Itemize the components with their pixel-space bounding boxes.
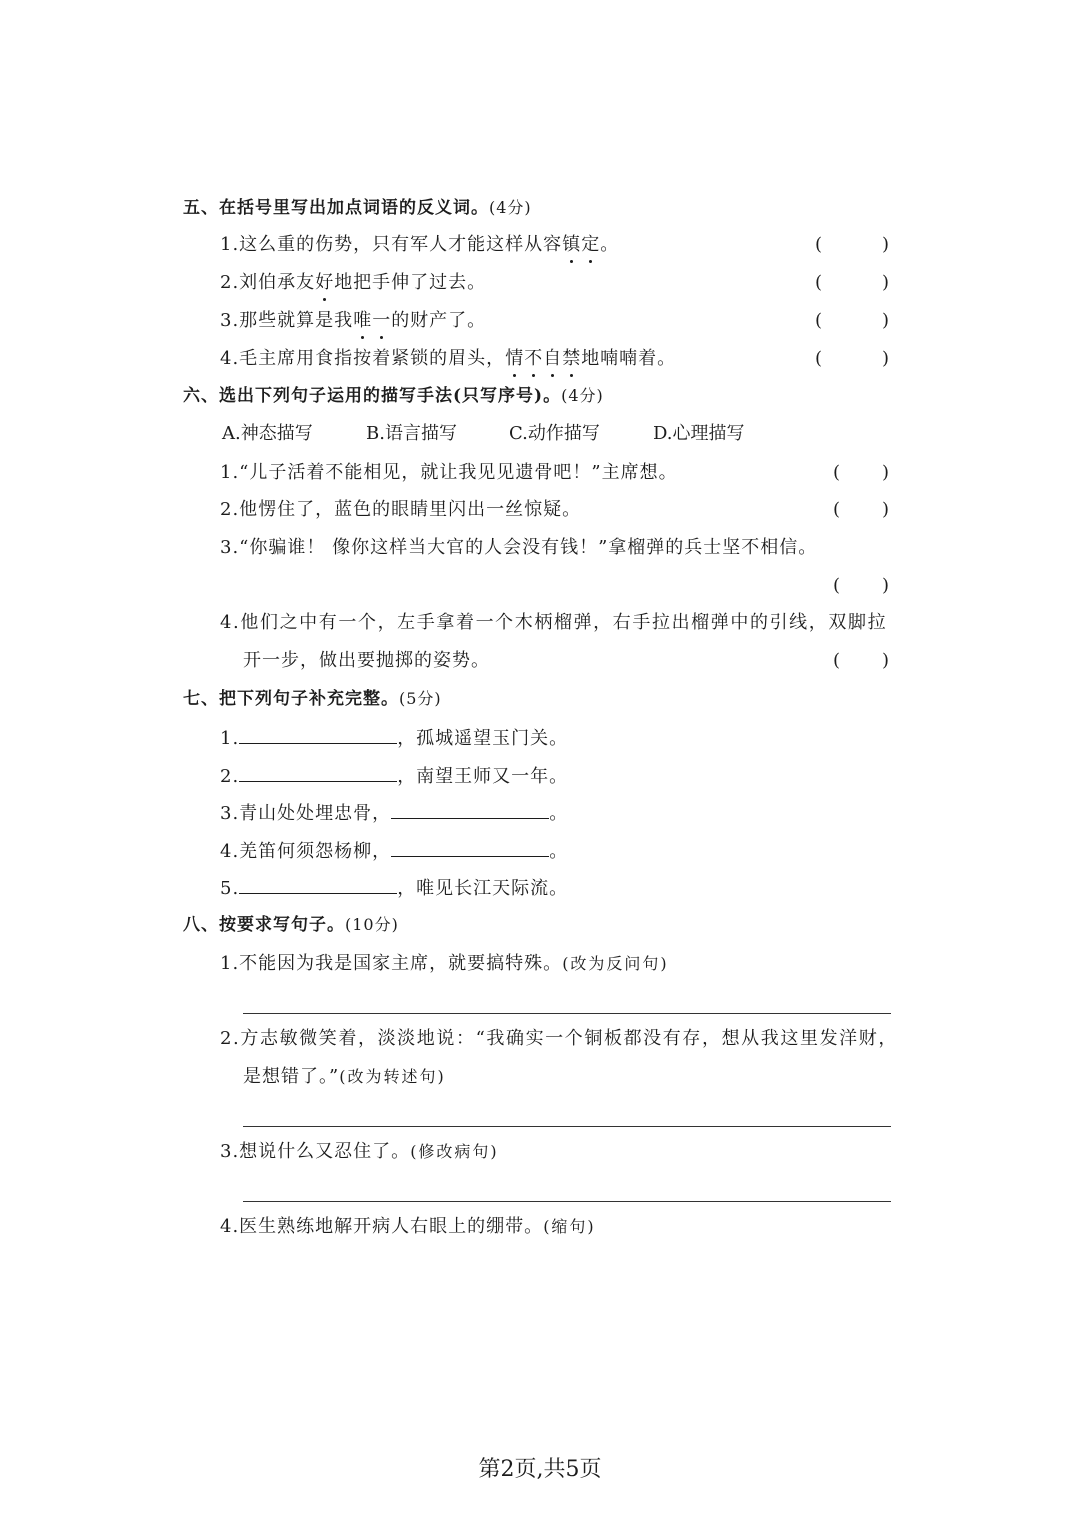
section-6-title: 六、选出下列句子运用的描写手法(只写序号)。 <box>183 386 562 406</box>
dotted-char: 定 <box>581 234 601 255</box>
paren-open: ( <box>815 234 823 255</box>
s5-q3-text: 3.那些就算是我 <box>220 310 354 331</box>
s7-question-3 <box>220 800 568 824</box>
dotted-char: 一 <box>372 310 392 331</box>
s8-q4-requirement: (缩句) <box>543 1217 596 1236</box>
paren-open: ( <box>833 499 841 520</box>
section-8-heading <box>183 913 399 937</box>
fill-blank[interactable] <box>391 800 549 819</box>
paren-open: ( <box>833 650 841 671</box>
answer-parens[interactable] <box>833 574 889 598</box>
paren-close: ) <box>881 499 889 520</box>
s6-options <box>222 422 745 446</box>
fill-blank[interactable] <box>391 838 549 857</box>
answer-parens[interactable] <box>815 309 889 333</box>
section-5-points: (4分) <box>489 198 532 217</box>
option-b: B.语言描写 <box>366 423 457 444</box>
s5-q3-end: 的财产了。 <box>391 310 487 331</box>
s7-q1-num: 1. <box>220 728 240 749</box>
paren-close: ) <box>881 234 889 255</box>
s6-question-4-cont: 开一步，做出要抛掷的姿势。 <box>243 650 490 671</box>
s7-q2-text: ，南望王师又一年。 <box>397 766 569 787</box>
section-8-points: (10分) <box>345 915 399 934</box>
dotted-char: 唯 <box>353 310 373 331</box>
s8-question-4 <box>220 1215 596 1239</box>
answer-parens[interactable] <box>833 649 889 673</box>
section-7-heading <box>183 687 442 711</box>
s6-question-4: 4.他们之中有一个，左手拿着一个木柄榴弹，右手拉出榴弹中的引线，双脚拉 <box>220 612 888 633</box>
s7-q5-num: 5. <box>220 878 240 899</box>
paren-close: ) <box>881 348 889 369</box>
s7-question-5 <box>220 875 568 899</box>
option-a: A.神态描写 <box>222 423 313 444</box>
paren-open: ( <box>815 272 823 293</box>
s7-question-2 <box>220 763 568 787</box>
s8-q2-requirement: (改为转述句) <box>339 1067 446 1086</box>
dotted-char: 不 <box>524 348 544 369</box>
option-d: D.心理描写 <box>653 423 745 444</box>
s7-q3-text: 3.青山处处埋忠骨， <box>220 803 392 824</box>
s7-q4-end: 。 <box>549 841 569 862</box>
answer-line[interactable] <box>243 1201 891 1202</box>
option-c: C.动作描写 <box>509 423 600 444</box>
fill-blank[interactable] <box>239 763 397 782</box>
s6-question-1: 1.“儿子活着不能相见，就让我见见遗骨吧！”主席想。 <box>220 462 678 483</box>
dotted-char: 好 <box>315 272 335 293</box>
s8-q2-text-end: 是想错了。” <box>243 1066 340 1087</box>
s5-q4-text: 4.毛主席用食指按着紧锁的眉头， <box>220 348 506 369</box>
section-8-title: 八、按要求写句子。 <box>183 915 345 935</box>
fill-blank[interactable] <box>239 875 397 894</box>
dotted-char: 禁 <box>562 348 582 369</box>
s8-q1-text: 1.不能因为我是国家主席，就要搞特殊。 <box>220 953 563 974</box>
paren-close: ) <box>881 272 889 293</box>
s5-q4-end: 地喃喃着。 <box>581 348 677 369</box>
paren-open: ( <box>833 462 841 483</box>
s8-question-2-cont <box>243 1065 446 1089</box>
dotted-char: 情 <box>505 348 525 369</box>
s7-q4-text: 4.羌笛何须怨杨柳， <box>220 841 392 862</box>
answer-line[interactable] <box>243 1013 891 1014</box>
s5-q1-end: 。 <box>600 234 620 255</box>
s7-question-1 <box>220 725 568 749</box>
section-6-points: (4分) <box>561 386 604 405</box>
s8-question-1 <box>220 952 669 976</box>
s5-question-4 <box>220 347 676 371</box>
dotted-char: 自 <box>543 348 563 369</box>
s8-question-2: 2.方志敏微笑着，淡淡地说：“我确实一个铜板都没有存，想从我这里发洋财， <box>220 1028 898 1049</box>
section-5-heading <box>183 196 532 220</box>
section-7-points: (5分) <box>399 689 442 708</box>
s5-question-1 <box>220 233 619 257</box>
s7-q3-end: 。 <box>549 803 569 824</box>
s7-q1-text: ，孤城遥望玉门关。 <box>397 728 569 749</box>
paren-close: ) <box>881 650 889 671</box>
paren-close: ) <box>881 575 889 596</box>
s5-question-2 <box>220 271 486 295</box>
section-7-title: 七、把下列句子补充完整。 <box>183 689 399 709</box>
fill-blank[interactable] <box>239 725 397 744</box>
s8-q4-text: 4.医生熟练地解开病人右眼上的绷带。 <box>220 1216 544 1237</box>
paren-open: ( <box>815 348 823 369</box>
answer-parens[interactable] <box>833 461 889 485</box>
answer-parens[interactable] <box>833 498 889 522</box>
s5-q2-text: 2.刘伯承友 <box>220 272 316 293</box>
answer-parens[interactable] <box>815 347 889 371</box>
s5-q1-text: 1.这么重的伤势，只有军人才能这样从容 <box>220 234 563 255</box>
s5-q2-rest: 地把手伸了过去。 <box>334 272 487 293</box>
paren-open: ( <box>833 575 841 596</box>
paren-close: ) <box>881 462 889 483</box>
page-number-footer: 第2页,共5页 <box>478 1457 602 1482</box>
answer-parens[interactable] <box>815 233 889 257</box>
s6-question-2: 2.他愣住了，蓝色的眼睛里闪出一丝惊疑。 <box>220 499 582 520</box>
dotted-char: 镇 <box>562 234 582 255</box>
section-5-title: 五、在括号里写出加点词语的反义词。 <box>183 198 489 218</box>
s8-q3-requirement: (修改病句) <box>410 1142 499 1161</box>
s8-question-3 <box>220 1140 499 1164</box>
s7-q5-text: ，唯见长江天际流。 <box>397 878 569 899</box>
answer-parens[interactable] <box>815 271 889 295</box>
s7-q2-num: 2. <box>220 766 240 787</box>
paren-close: ) <box>881 310 889 331</box>
answer-line[interactable] <box>243 1126 891 1127</box>
s6-question-3: 3.“你骗谁！ 像你这样当大官的人会没有钱！”拿榴弹的兵士坚不相信。 <box>220 537 818 558</box>
s8-q1-requirement: (改为反问句) <box>562 954 669 973</box>
s7-question-4 <box>220 838 568 862</box>
s8-q3-text: 3.想说什么又忍住了。 <box>220 1141 411 1162</box>
s5-question-3 <box>220 309 486 333</box>
section-6-heading <box>183 384 604 408</box>
paren-open: ( <box>815 310 823 331</box>
